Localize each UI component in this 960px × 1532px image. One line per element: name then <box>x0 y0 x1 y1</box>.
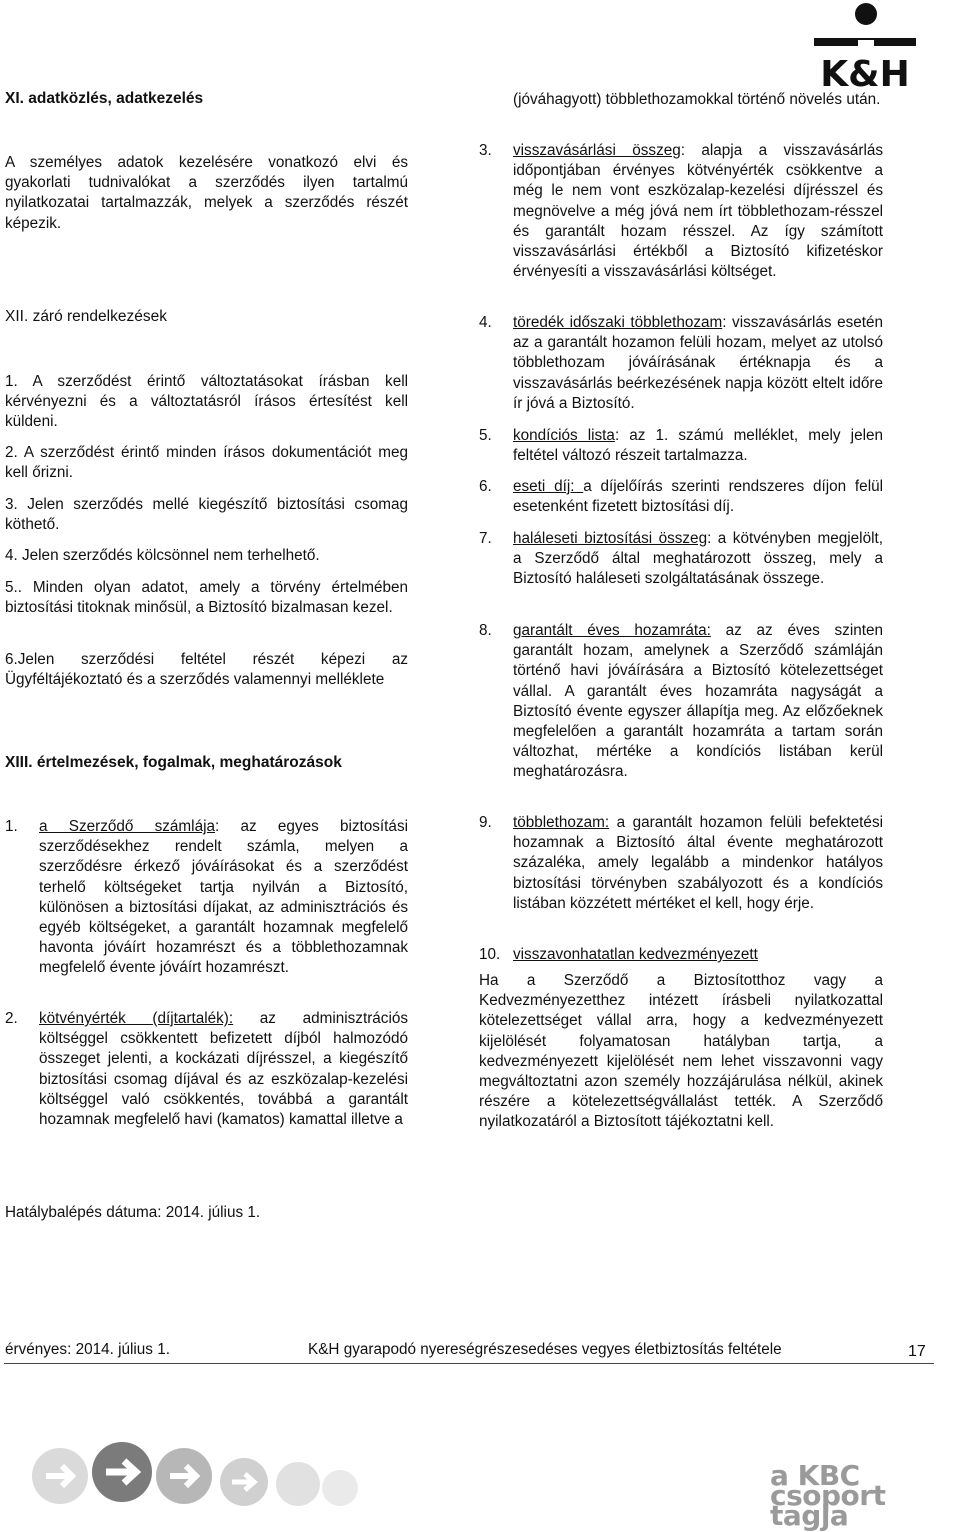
section-11-text: A személyes adatok kezelésére vonatkozó elvi és gyakorlati tudnivalókat a szerződés ilyen tartalmú nyilatkozatai tartalmazzák, melyek a szerződés részét képezik. <box>5 154 408 232</box>
provision-4: 4. Jelen szerződés kölcsönnel nem terhelhető. <box>5 547 320 564</box>
definition-3 <box>479 141 883 306</box>
arrow-circle-icon <box>156 1448 212 1504</box>
definition-number: 10. <box>479 946 501 963</box>
definition-10 <box>479 945 883 965</box>
definition-text: a díjelőírás szerinti rendszeres díjon felül esetenként fizetett biztosítási díj. <box>513 478 883 516</box>
definition-number: 6. <box>479 478 492 495</box>
definition-term: kötvényérték (díjtartalék): <box>39 1010 234 1027</box>
definition-2 <box>5 1009 408 1159</box>
definition-number: 2. <box>5 1010 18 1027</box>
definition-body <box>513 529 883 590</box>
definition-term: töredék időszaki többlethozam <box>513 314 723 331</box>
definition-body <box>513 141 883 282</box>
definition-body <box>513 813 883 914</box>
arrow-circle-icon <box>322 1470 358 1506</box>
definition-body <box>513 945 883 965</box>
definition-text: : a kötvényben megjelölt, a Szerződő által meghatározott összeg, mely a Biztosító haláleseti szolgáltatásának összege. <box>513 530 883 588</box>
provision-6: 6.Jelen szerződési feltétel részét képezi az Ügyféltájékoztató és a szerződés valamennyi melléklete <box>5 651 408 689</box>
footer-divider <box>4 1363 934 1364</box>
logo-wordmark: K&H <box>820 54 910 90</box>
continued-text: (jóváhagyott) többlethozamokkal történő növelés után. <box>513 91 881 108</box>
definition-4 <box>479 313 883 423</box>
definition-body <box>513 426 883 466</box>
definition-text: : az 1. számú melléklet, mely jelen feltétel változó részeit tartalmazza. <box>513 427 883 465</box>
definition-number: 9. <box>479 814 492 831</box>
definition-1 <box>5 817 408 1017</box>
definition-term: kondíciós lista <box>513 427 615 444</box>
provision-3: 3. Jelen szerződés mellé kiegészítő biztosítási csomag köthető. <box>5 496 408 534</box>
definition-7 <box>479 529 883 614</box>
definition-term: haláleseti biztosítási összeg <box>513 530 708 547</box>
definition-10-text: Ha a Szerződő a Biztosítotthoz vagy a Kedvezményezetthez intézett írásbeli nyilatkozattal kötelezettséget vállal arra, hogy a kedvezményezett kijelölését folyamatosan hatályban tartja, a kedvezményezett kijelölését nem lehet visszavonni vagy megváltoztatni azon személy hozzájárulása nélkül, akinek részére a kötelezettségvállalást tették. A Szerződő nyilatkozatáról a Biztosított tájékoztatni kell. <box>479 972 883 1131</box>
definition-text: az adminisztrációs költséggel csökkentett befizetett díjból halmozódó összeget jelenti, a kockázati díjrésszel, a kiegészítő biztosítási csomag díjával és az eszközalap-kezelési költséggel való csökkentés, továbbá a garantált hozamnak megfelelő havi (kamatos) kamattal illetve a <box>39 1010 409 1129</box>
footer-title: K&H gyarapodó nyereségrészesedéses vegyes életbiztosítás feltétele <box>308 1341 782 1358</box>
kbc-group-tagline: a KBC csoport tagja <box>770 1459 886 1532</box>
definition-term: visszavonhatatlan kedvezményezett <box>513 946 758 963</box>
definition-body <box>513 621 883 783</box>
provision-1: 1. A szerződést érintő változtatásokat írásban kell kérvényezni és a változtatásról írásos értesítést kell küldeni. <box>5 373 408 431</box>
definition-9 <box>479 813 883 938</box>
footer-valid-date: érvényes: 2014. július 1. <box>5 1341 170 1358</box>
definition-body <box>39 1009 408 1130</box>
definition-text: : az egyes biztosítási szerződésekhez rendelt számla, melyen a szerződésre érkező jóváírásokat és a szerződést terhelő költségeket tartja nyilván a Biztosító, különösen a biztosítási díjakat, az adminisztrációs és egyéb költségeket, a garantált hozamnak megfelelő havonta jóváírt hozamrészt és a többlethozamnak megfelelő évente jóváírt hozamrészt. <box>39 818 408 977</box>
provision-5: 5.. Minden olyan adatot, amely a törvény értelmében biztosítási titoknak minősül, a Biztosító bizalmasan kezel. <box>5 579 408 617</box>
section-13-title: XIII. értelmezések, fogalmak, meghatározások <box>5 754 342 771</box>
definition-text: : alapja a visszavásárlás időpontjában érvényes kötvényérték csökkentve a még le nem vont eszközalap-kezelési díjrésszel és megnövelve a még jóvá nem írt többlethozam-résszel és garantált hozam résszel. Az így számított visszavásárlási értékből a Biztosító kifizetéskor érvényesíti a visszavásárlási költséget. <box>513 142 883 281</box>
definition-number: 5. <box>479 427 492 444</box>
section-11-title: XI. adatközlés, adatkezelés <box>5 90 204 107</box>
definition-number: 4. <box>479 314 492 331</box>
definition-term: visszavásárlási összeg <box>513 142 681 159</box>
arrow-circle-icon <box>32 1448 88 1504</box>
definition-text: : visszavásárlás esetén az a garantált hozamon felüli hozam, melyet az utolsó többlethozam jóváírásának értéknapja és a visszavásárlás beérkezésének napja között eltelt időre ír jóvá a Biztosító. <box>513 314 883 412</box>
definition-term: garantált éves hozamráta: <box>513 622 711 639</box>
decorative-arrows <box>30 1436 450 1507</box>
definition-term: eseti díj: <box>513 478 584 495</box>
definition-term: a Szerződő számlája <box>39 818 215 835</box>
definition-6 <box>479 477 883 522</box>
definition-number: 7. <box>479 530 492 547</box>
definition-text: a garantált hozamon felüli befektetési hozamnak a Biztosító által évente meghatározott százaléka, amely legalább a mindenkor hatályos biztosítási törvényben szabályozott és a kondíciós listában közzétett mértéket el kell, hogy érje. <box>513 814 883 912</box>
definition-text: az az éves szinten garantált hozam, amelynek a Szerződő számláján történő havi jóváírására a Biztosító kötelezettséget vállal. A garantált éves hozamráta nagyságát a Biztosító évente egyszer állapítja meg. Az előzőeknek megfelelően a garantált hozamráta a tartam során változhat, mértéke a kondíciós listában kerül meghatározásra. <box>513 622 883 781</box>
definition-body <box>513 313 883 414</box>
definition-number: 8. <box>479 622 492 639</box>
effective-date: Hatálybalépés dátuma: 2014. július 1. <box>5 1204 261 1221</box>
definition-number: 1. <box>5 818 18 835</box>
arrow-circle-icon <box>276 1462 320 1506</box>
definition-body <box>513 477 883 517</box>
arrow-circle-icon <box>92 1442 152 1502</box>
section-12-title: XII. záró rendelkezések <box>5 308 167 325</box>
definition-number: 3. <box>479 142 492 159</box>
definition-term: többlethozam: <box>513 814 610 831</box>
kh-logo <box>808 0 922 90</box>
definition-body <box>39 817 408 979</box>
definition-5 <box>479 426 883 471</box>
page-number: 17 <box>908 1343 926 1360</box>
arrow-circle-icon <box>220 1458 268 1506</box>
provision-2: 2. A szerződést érintő minden írásos dokumentációt meg kell őrizni. <box>5 444 408 482</box>
definition-8 <box>479 621 883 806</box>
